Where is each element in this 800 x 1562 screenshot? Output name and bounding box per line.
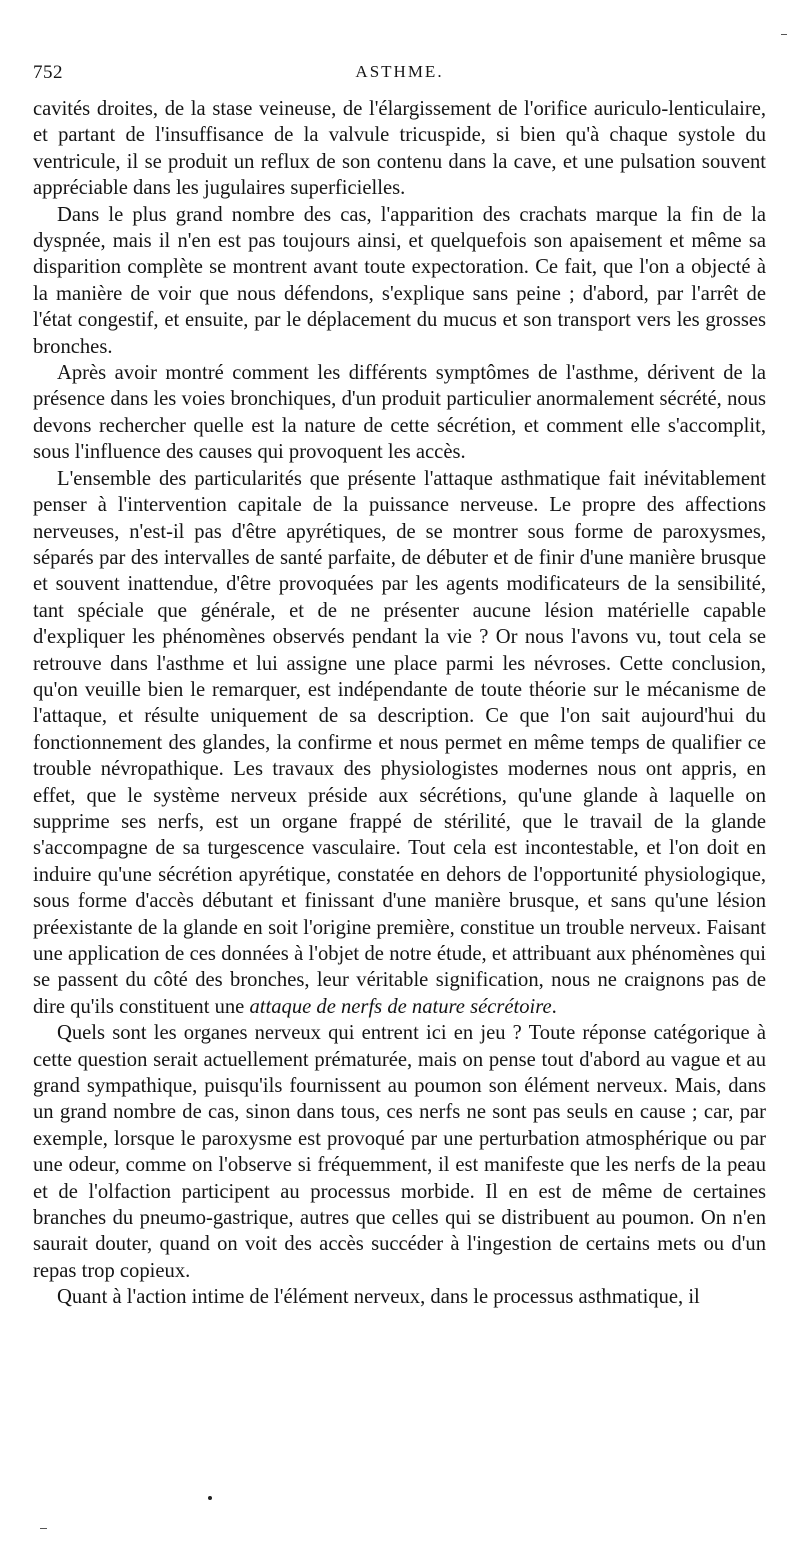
paragraph-3: Après avoir montré comment les différents symptômes de l'asthme, dérivent de la présence dans les voies bronchiques, d'un produit particulier anormalement sécrété, nous devons rechercher quelle est la nature de cette sécrétion, et comment elle s'accomplit, sous l'influence des causes qui provoquent les accès. <box>33 362 766 464</box>
paragraph-4-text: L'ensemble des particularités que présente l'attaque asthmatique fait inévitablement penser à l'intervention capitale de la puissance nerveuse. Le propre des affections nerveuses, n'est-il pas d'être apyrétiques, de se montrer sous forme de paroxysmes, séparés par des intervalles de santé parfaite, de débuter et de finir d'une manière brusque et souvent inattendue, d'être provoquées par les agents modificateurs de la sensibilité, tant spéciale que générale, et de ne présenter aucune lésion matérielle capable d'expliquer les phénomènes observés pendant la vie ? Or nous l'avons vu, tout cela se retrouve dans l'asthme et lui assigne une place parmi les névroses. Cette conclusion, qu'on veuille bien le remarquer, est indépendante de toute théorie sur le mécanisme de l'attaque, et résulte uniquement de sa description. Ce que l'on sait aujourd'hui du fonctionnement des glandes, la confirme et nous permet en même temps de qualifier ce trouble névropathique. Les travaux des physiologistes modernes nous ont appris, en effet, que le système nerveux préside aux sécrétions, qu'une glande à laquelle on supprime ses nerfs, est un organe frappé de stérilité, que le travail de la glande s'accompagne de sa turgescence vasculaire. Tout cela est incontestable, et l'on doit en induire qu'une sécrétion apyrétique, constatée en dehors de l'opportunité physiologique, sous forme d'accès débutant et finissant d'une manière brusque, et sans qu'une lésion préexistante de la glande en soit l'origine première, constitue un trouble nerveux. Faisant une application de ces données à l'objet de notre étude, et attribuant aux phénomènes qui se passent du côté des bronches, leur véritable signification, nous ne craignons pas de dire qu'ils constituent une <box>33 467 766 1018</box>
scan-mark <box>40 1528 47 1529</box>
paragraph-6: Quant à l'action intime de l'élément nerveux, dans le processus asthmatique, il <box>57 1286 700 1309</box>
paragraph-4-emphasis: attaque de nerfs de nature sécrétoire <box>249 995 552 1018</box>
page-number: 752 <box>33 62 63 83</box>
scan-mark-corner <box>781 34 787 35</box>
paragraph-2: Dans le plus grand nombre des cas, l'apparition des crachats marque la fin de la dyspnée, mais il n'en est pas toujours ainsi, et quelquefois son apaisement et même sa disparition complète se montrent avant toute expectoration. Ce fait, que l'on a objecté à la manière de voir que nous défendons, s'explique sans peine ; d'abord, par l'arrêt de l'état congestif, et ensuite, par le déplacement du mucus et son transport vers les grosses bronches. <box>33 203 766 358</box>
paragraph-5: Quels sont les organes nerveux qui entrent ici en jeu ? Toute réponse catégorique à cette question serait actuellement prématurée, mais on pense tout d'abord au vague et au grand sympathique, puisqu'ils fournissent au poumon son élément nerveux. Mais, dans un grand nombre de cas, sinon dans tous, ces nerfs ne sont pas seuls en cause ; car, par exemple, lorsque le paroxysme est provoqué par une perturbation atmosphérique ou par une odeur, comme on l'observe si fréquemment, il est manifeste que les nerfs de la peau et de l'olfaction participent au processus morbide. Il en est de même de certaines branches du pneumo-gastrique, autres que celles qui se distribuent au poumon. On n'en saurait douter, quand on voit des accès succéder à l'ingestion de certains mets ou d'un repas trop copieux. <box>33 1022 766 1282</box>
page-header <box>33 62 766 88</box>
body-text <box>33 96 766 1311</box>
paragraph-4-tail: . <box>551 995 557 1018</box>
running-title: ASTHME. <box>355 62 444 81</box>
scan-speck <box>208 1496 212 1500</box>
paragraph-4 <box>33 466 766 1021</box>
paragraph-1: cavités droites, de la stase veineuse, de l'élargissement de l'orifice auriculo-lenticulaire, et partant de l'insuffisance de la valvule tricuspide, si bien qu'à chaque systole du ventricule, il se produit un reflux de son contenu dans la cave, et une pulsation souvent appréciable dans les jugulaires superficielles. <box>33 98 766 200</box>
